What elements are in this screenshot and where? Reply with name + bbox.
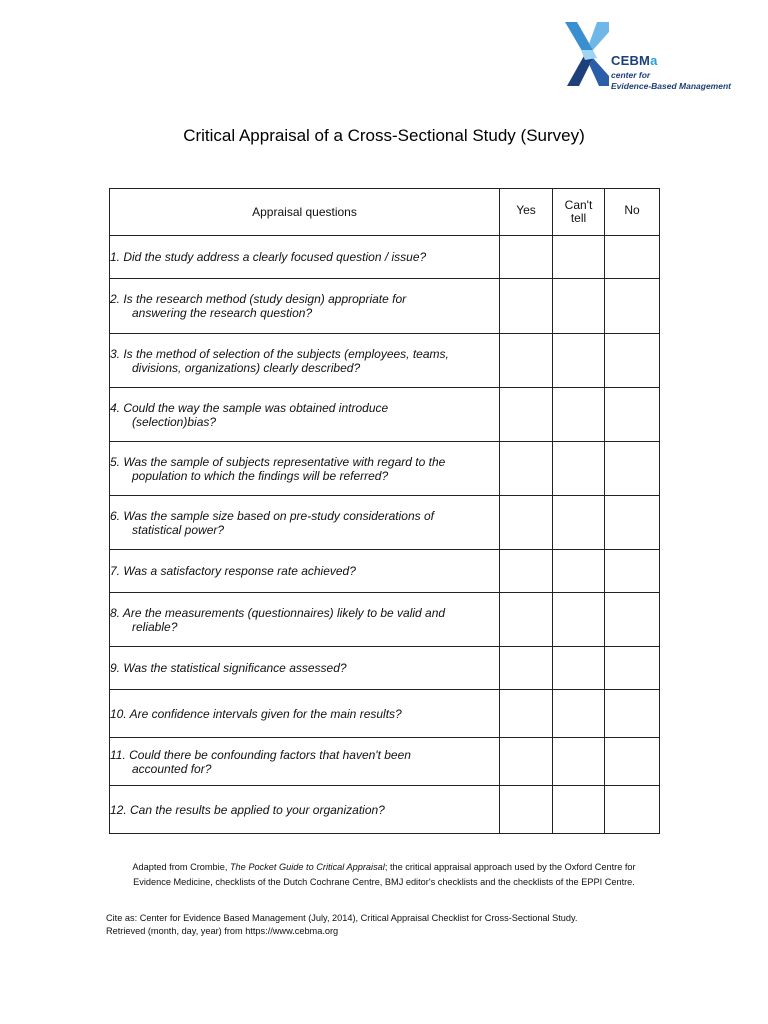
question-cell	[110, 279, 500, 334]
page-title: Critical Appraisal of a Cross-Sectional Study (Survey)	[183, 126, 585, 145]
question-text: 3. Is the method of selection of the subjects (employees, teams,	[110, 346, 449, 361]
question-text-continued: population to which the findings will be referred?	[132, 468, 389, 483]
answer-cell-no[interactable]	[605, 738, 660, 786]
answer-cell-yes[interactable]	[500, 550, 553, 593]
citation	[106, 912, 578, 938]
answer-cell-no[interactable]	[605, 496, 660, 550]
question-text: 1. Did the study address a clearly focused question / issue?	[110, 250, 427, 264]
answer-cell-cant-tell[interactable]	[553, 236, 605, 279]
answer-cell-yes[interactable]	[500, 496, 553, 550]
question-cell	[110, 690, 500, 738]
answer-cell-yes[interactable]	[500, 334, 553, 388]
footnote-line1: Adapted from Crombie, The Pocket Guide to Critical Appraisal; the critical appraisal approach used by the Oxford Centre for	[132, 862, 636, 872]
cebma-logo-icon	[563, 20, 611, 88]
table-row	[110, 334, 660, 388]
table-row	[110, 442, 660, 496]
question-cell	[110, 593, 500, 647]
answer-cell-cant-tell[interactable]	[553, 738, 605, 786]
question-text-continued: divisions, organizations) clearly described?	[132, 360, 361, 375]
question-text: 9. Was the statistical significance assessed?	[110, 661, 347, 675]
answer-cell-cant-tell[interactable]	[553, 786, 605, 834]
answer-cell-no[interactable]	[605, 550, 660, 593]
answer-cell-cant-tell[interactable]	[553, 690, 605, 738]
answer-cell-yes[interactable]	[500, 236, 553, 279]
question-text: 8. Are the measurements (questionnaires) likely to be valid and	[110, 605, 446, 620]
question-cell	[110, 388, 500, 442]
table-row	[110, 236, 660, 279]
question-text-continued: answering the research question?	[132, 306, 313, 320]
header-cant-tell	[553, 189, 605, 236]
answer-cell-cant-tell[interactable]	[553, 496, 605, 550]
question-cell	[110, 786, 500, 834]
appraisal-table	[109, 188, 660, 834]
answer-cell-no[interactable]	[605, 442, 660, 496]
question-cell	[110, 647, 500, 690]
header-yes: Yes	[500, 189, 553, 236]
answer-cell-cant-tell[interactable]	[553, 647, 605, 690]
header-no: No	[605, 189, 660, 236]
header-cant-tell-line1: Can't	[564, 198, 593, 212]
question-cell	[110, 442, 500, 496]
answer-cell-cant-tell[interactable]	[553, 550, 605, 593]
question-cell	[110, 334, 500, 388]
footnote-line2: Evidence Medicine, checklists of the Dutch Cochrane Centre, BMJ editor's checklists and the checklists of the EPPI Centre.	[133, 877, 635, 887]
answer-cell-yes[interactable]	[500, 593, 553, 647]
answer-cell-cant-tell[interactable]	[553, 334, 605, 388]
answer-cell-yes[interactable]	[500, 647, 553, 690]
table-row	[110, 550, 660, 593]
question-text: 12. Can the results be applied to your organization?	[110, 802, 385, 817]
cebma-logo	[563, 20, 748, 90]
table-row	[110, 786, 660, 834]
answer-cell-no[interactable]	[605, 690, 660, 738]
citation-line2: Retrieved (month, day, year) from https://www.cebma.org	[106, 926, 339, 936]
answer-cell-yes[interactable]	[500, 388, 553, 442]
header-cant-tell-line2: tell	[570, 211, 587, 225]
answer-cell-yes[interactable]	[500, 279, 553, 334]
answer-cell-no[interactable]	[605, 236, 660, 279]
answer-cell-cant-tell[interactable]	[553, 388, 605, 442]
question-text: 2. Is the research method (study design) appropriate for	[110, 292, 407, 306]
table-row	[110, 496, 660, 550]
answer-cell-no[interactable]	[605, 647, 660, 690]
table-row	[110, 388, 660, 442]
citation-line1: Cite as: Center for Evidence Based Management (July, 2014), Critical Appraisal Checklist for Cross-Sectional Study.	[106, 913, 578, 923]
question-text: 4. Could the way the sample was obtained introduce	[110, 400, 389, 415]
question-cell	[110, 496, 500, 550]
answer-cell-cant-tell[interactable]	[553, 279, 605, 334]
answer-cell-cant-tell[interactable]	[553, 593, 605, 647]
answer-cell-no[interactable]	[605, 593, 660, 647]
table-header-row	[110, 189, 660, 236]
question-text: 10. Are confidence intervals given for the main results?	[110, 706, 402, 721]
table-row	[110, 690, 660, 738]
question-text-continued: (selection)bias?	[132, 414, 217, 429]
table-row	[110, 647, 660, 690]
question-cell	[110, 738, 500, 786]
logo-tagline-2: Evidence-Based Management	[611, 81, 731, 91]
question-text: 11. Could there be confounding factors that haven't been	[110, 747, 411, 762]
answer-cell-no[interactable]	[605, 786, 660, 834]
answer-cell-yes[interactable]	[500, 690, 553, 738]
logo-wordmark: CEBMa	[611, 53, 658, 68]
header-appraisal-questions: Appraisal questions	[110, 189, 500, 236]
question-text-continued: reliable?	[132, 619, 178, 634]
question-text: 5. Was the sample of subjects representative with regard to the	[110, 454, 446, 469]
table-row	[110, 738, 660, 786]
answer-cell-yes[interactable]	[500, 786, 553, 834]
question-text: 6. Was the sample size based on pre-study considerations of	[110, 508, 434, 523]
question-text-continued: statistical power?	[132, 522, 225, 537]
table-row	[110, 593, 660, 647]
answer-cell-cant-tell[interactable]	[553, 442, 605, 496]
answer-cell-yes[interactable]	[500, 738, 553, 786]
answer-cell-no[interactable]	[605, 279, 660, 334]
question-cell	[110, 550, 500, 593]
logo-tagline-1: center for	[611, 70, 651, 80]
question-text-continued: accounted for?	[132, 761, 212, 776]
answer-cell-yes[interactable]	[500, 442, 553, 496]
question-text: 7. Was a satisfactory response rate achieved?	[110, 564, 356, 578]
answer-cell-no[interactable]	[605, 388, 660, 442]
question-cell	[110, 236, 500, 279]
answer-cell-no[interactable]	[605, 334, 660, 388]
table-row	[110, 279, 660, 334]
